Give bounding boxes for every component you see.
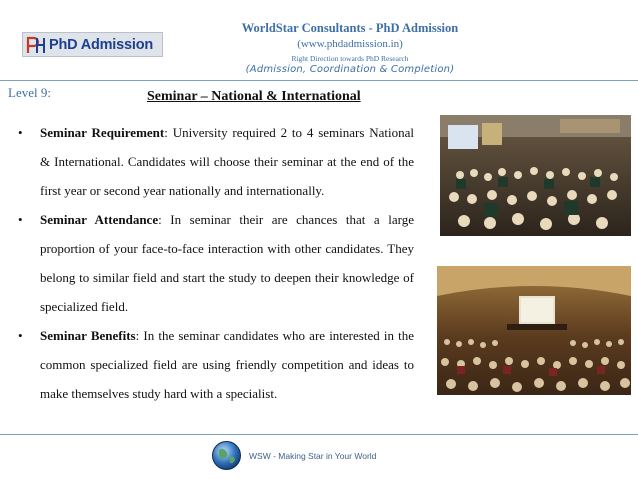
bullet-item: [18, 205, 414, 321]
bullet-item: [18, 118, 414, 205]
globe-icon: [211, 440, 242, 471]
header-subtitle: (Admission, Coordination & Completion): [245, 64, 455, 75]
seminar-audience-photo: [440, 115, 631, 236]
bullet-heading: Seminar Attendance: [40, 212, 159, 227]
bullet-text: : In the seminar candidates who are interested in the common specialized field are using friendly competition and ideas to make themselves study hard with a specialist.: [40, 328, 414, 401]
conference-hall-photo: [437, 266, 631, 395]
header-url[interactable]: (www.phdadmission.in): [297, 38, 403, 50]
bullet-item: [18, 321, 414, 408]
bullet-text: : In seminar their are chances that a large proportion of your face-to-face interaction with other candidates. They belong to similar field and start the study to deepen their knowledge of specialized field.: [40, 212, 414, 314]
header-divider: [0, 80, 638, 81]
bullet-list: [18, 118, 414, 408]
header-title: WorldStar Consultants - PhD Admission: [241, 21, 459, 35]
phd-monogram-icon: [23, 33, 49, 56]
footer-text: WSW - Making Star in Your World: [249, 451, 377, 461]
logo: [22, 32, 163, 57]
slide-title: Seminar – National & International: [147, 89, 361, 104]
bullet-heading: Seminar Requirement: [40, 125, 165, 140]
bullet-heading: Seminar Benefits: [40, 328, 136, 343]
footer-divider: [0, 434, 638, 435]
header-tagline: Right Direction towards PhD Research: [291, 54, 409, 63]
logo-text: PhD Admission: [49, 36, 154, 53]
bullet-text: : University required 2 to 4 seminars National & International. Candidates will choose their seminar at the end of the first year or second year nationally and internationally.: [40, 125, 415, 198]
level-label: Level 9:: [8, 85, 51, 100]
